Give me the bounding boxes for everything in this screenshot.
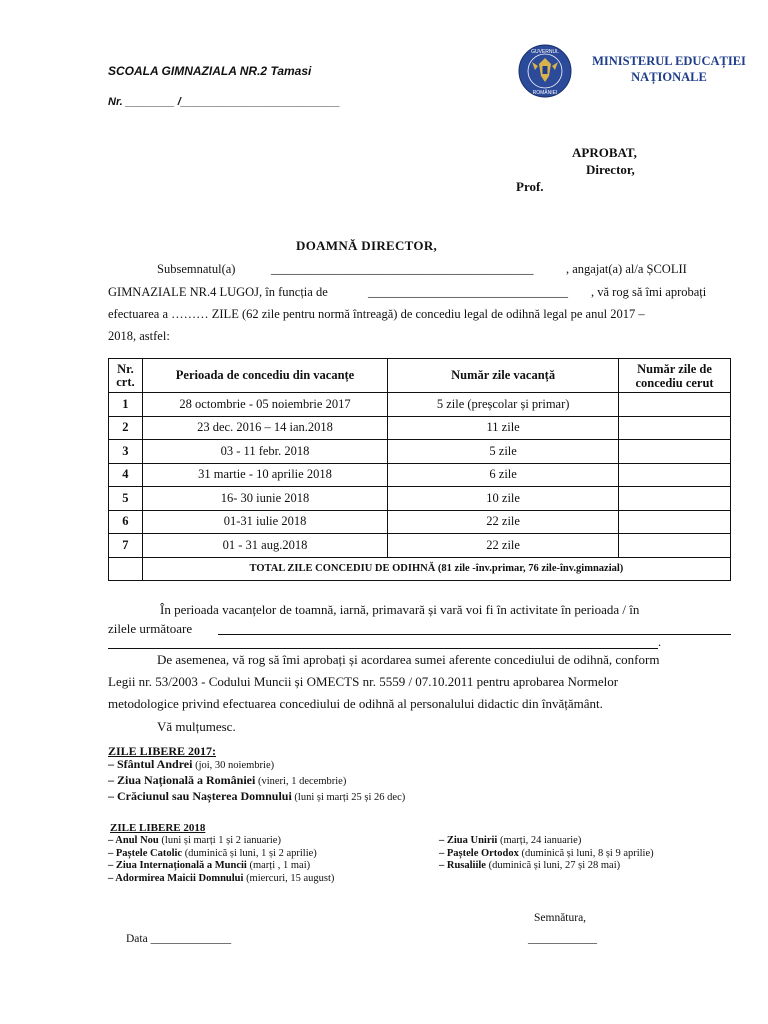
row-requested-days[interactable] [619, 534, 731, 558]
holidays-2018-left-list [108, 835, 334, 885]
function-blank: ________________________________ [368, 285, 568, 299]
row-requested-days[interactable] [619, 393, 731, 417]
row-vacation-days: 6 zile [388, 463, 619, 487]
col-header-requested-days: Număr zile de concediu cerut [619, 359, 731, 393]
row-vacation-days: 22 zile [388, 510, 619, 534]
col-header-period: Perioada de concediu din vacanțe [142, 359, 387, 393]
school-name: SCOALA GIMNAZIALA NR.2 Tamasi [108, 64, 312, 78]
list-item: – Anul Nou (luni și marți 1 și 2 ianuarie) [108, 835, 281, 846]
crest-text-bottom: ROMÂNIEI [532, 90, 558, 96]
row-vacation-days: 11 zile [388, 416, 619, 440]
activity-line-end: . [658, 635, 662, 649]
col-header-nr: Nr. crt. [109, 359, 143, 393]
list-item: – Rusaliile (duminică și luni, 27 și 28 mai) [439, 860, 621, 871]
row-nr: 2 [109, 416, 143, 440]
director-label: Director, [586, 162, 635, 177]
intro-line-2-end: , vă rog să îmi aprobați [591, 285, 707, 299]
request-line-2: Legii nr. 53/2003 - Codului Muncii și OMECTS nr. 5559 / 07.10.2011 pentru aprobarea Normelor [108, 674, 619, 689]
activity-line-1: În perioada vacanțelor de toamnă, iarnă, primavară și vară voi fi în activitate în perioada / în [160, 602, 640, 617]
table-row [109, 393, 731, 417]
list-item: – Paștele Ortodox (duminică și luni, 8 și 9 aprilie) [439, 847, 654, 859]
list-item: – Paștele Catolic (duminică și luni, 1 și 2 aprilie) [108, 847, 317, 859]
row-vacation-days: 10 zile [388, 487, 619, 511]
date-field[interactable]: Data ______________ [126, 933, 232, 945]
signature-line[interactable]: ____________ [528, 933, 597, 945]
letter-title: DOAMNĂ DIRECTOR, [296, 238, 438, 253]
table-row [109, 534, 731, 558]
table-total-row [109, 557, 731, 581]
intro-line-3: efectuarea a ……… ZILE (62 zile pentru normă întreagă) de concediu legal de odihnă legal pe anul 2017 – [108, 307, 645, 321]
row-period: 31 martie - 10 aprilie 2018 [142, 463, 387, 487]
ministry-name [584, 53, 754, 85]
name-blank: __________________________________________ [271, 262, 534, 276]
holidays-2017-title: ZILE LIBERE 2017: [108, 744, 217, 758]
row-requested-days[interactable] [619, 440, 731, 464]
table-row [109, 416, 731, 440]
table-row [109, 463, 731, 487]
row-nr: 4 [109, 463, 143, 487]
row-nr: 3 [109, 440, 143, 464]
prof-label: Prof. [516, 179, 544, 194]
row-period: 28 octombrie - 05 noiembrie 2017 [142, 393, 387, 417]
row-vacation-days: 5 zile (preșcolar și primar) [388, 393, 619, 417]
list-item: – Sfântul Andrei (joi, 30 noiembrie) [108, 757, 275, 771]
row-vacation-days: 22 zile [388, 534, 619, 558]
row-requested-days[interactable] [619, 463, 731, 487]
signature-label: Semnătura, [534, 912, 587, 924]
list-item: – Ziua Unirii (marți, 24 ianuarie) [439, 835, 582, 846]
request-line-1: De asemenea, vă rog să îmi aprobați și acordarea sumei aferente concediului de odihnă, conform [157, 652, 660, 667]
total-empty-cell [109, 557, 143, 581]
intro-line-4: 2018, astfel: [108, 329, 170, 343]
activity-blank-line-2[interactable] [108, 648, 658, 649]
list-item: – Ziua Internațională a Muncii (marți , 1 mai) [108, 860, 311, 871]
row-period: 16- 30 iunie 2018 [142, 487, 387, 511]
ministry-line-2: NAȚIONALE [631, 70, 707, 84]
table-header-row [109, 359, 731, 393]
intro-line-1-end: , angajat(a) al/a ȘCOLII [566, 262, 687, 276]
activity-blank-line-1[interactable] [218, 634, 731, 635]
intro-line-1-start: Subsemnatul(a) [157, 262, 236, 276]
holidays-2017-list [108, 757, 405, 805]
intro-line-2-start: GIMNAZIALE NR.4 LUGOJ, în funcția de [108, 285, 328, 299]
table-row [109, 510, 731, 534]
row-vacation-days: 5 zile [388, 440, 619, 464]
holidays-2018-title: ZILE LIBERE 2018 [110, 822, 206, 834]
ministry-line-1: MINISTERUL EDUCAȚIEI [592, 54, 746, 68]
row-nr: 5 [109, 487, 143, 511]
col-header-vacation-days: Număr zile vacanță [388, 359, 619, 393]
holidays-2018-right-list [439, 835, 654, 873]
row-requested-days[interactable] [619, 487, 731, 511]
total-days: TOTAL ZILE CONCEDIU DE ODIHNĂ (81 zile -înv.primar, 76 zile-înv.gimnazial) [142, 557, 730, 581]
table-row [109, 487, 731, 511]
list-item: – Crăciunul sau Nașterea Domnului (luni și marți 25 și 26 dec) [108, 789, 406, 803]
row-period: 01 - 31 aug.2018 [142, 534, 387, 558]
row-nr: 7 [109, 534, 143, 558]
row-period: 23 dec. 2016 – 14 ian.2018 [142, 416, 387, 440]
crest-text-top: GUVERNUL [531, 49, 559, 55]
approved-label: APROBAT, [572, 145, 637, 160]
row-period: 01-31 iulie 2018 [142, 510, 387, 534]
row-period: 03 - 11 febr. 2018 [142, 440, 387, 464]
row-requested-days[interactable] [619, 510, 731, 534]
row-nr: 6 [109, 510, 143, 534]
table-row [109, 440, 731, 464]
row-nr: 1 [109, 393, 143, 417]
vacation-table [108, 358, 731, 581]
list-item: – Ziua Națională a României (vineri, 1 decembrie) [108, 773, 347, 787]
request-line-3: metodologice privind efectuarea concediului de odihnă al personalului didactic din învățământ. [108, 696, 603, 711]
list-item: – Adormirea Maicii Domnului (miercuri, 15 august) [108, 872, 335, 884]
row-requested-days[interactable] [619, 416, 731, 440]
thanks: Vă mulțumesc. [157, 719, 236, 734]
registration-number: Nr. ________ /__________________________ [108, 96, 340, 108]
government-crest-icon [518, 44, 572, 98]
activity-line-2: zilele următoare [108, 621, 193, 636]
